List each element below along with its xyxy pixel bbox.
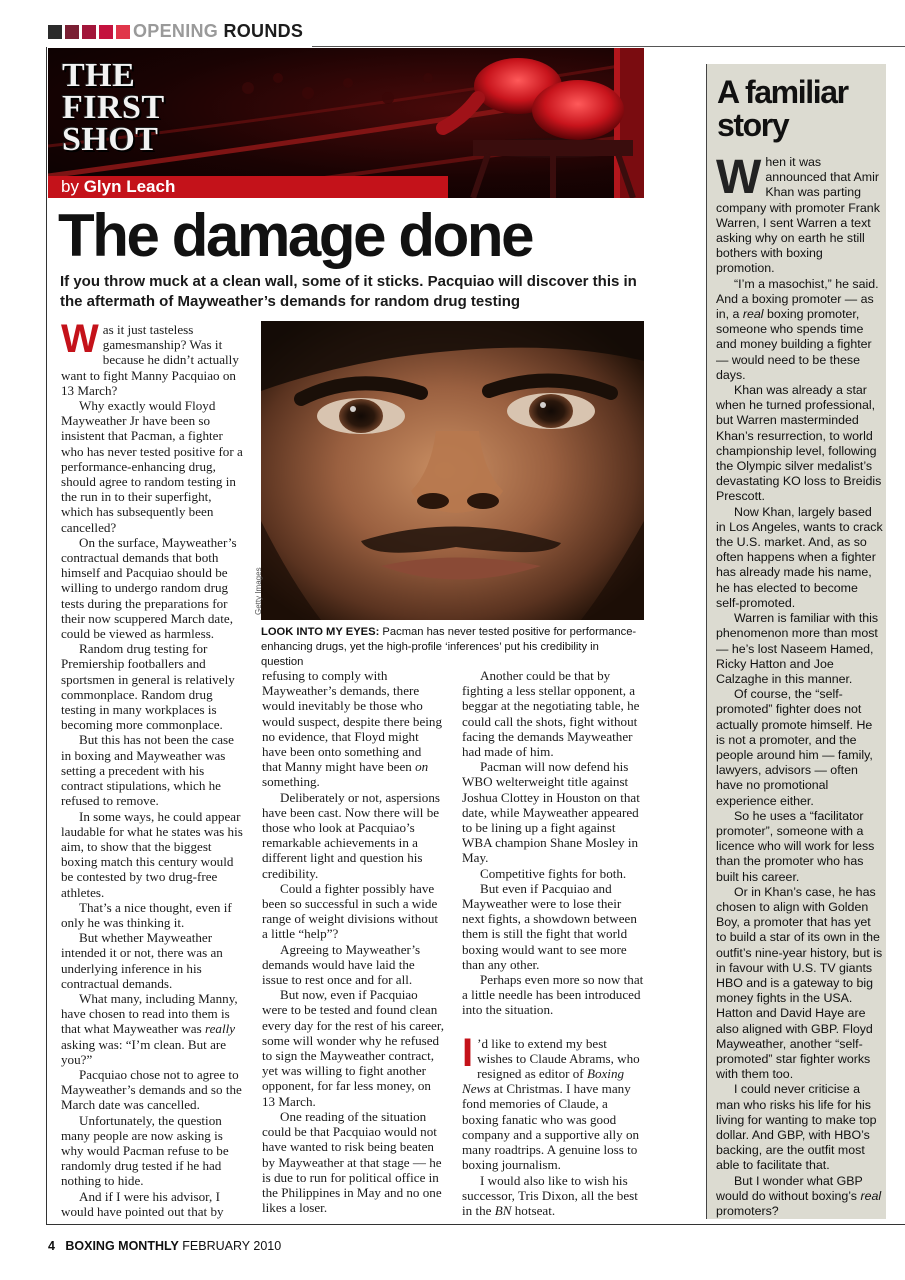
author-name: Glyn Leach bbox=[83, 177, 176, 196]
article-paragraph: In some ways, he could appear laudable for what he states was his aim, to show that the biggest boxing match this century would be contested by two drug-free athletes. bbox=[61, 808, 243, 900]
article-paragraph: Unfortunately, the question many people are now asking is why would Pacman refuse to be randomly drug tested if he had nothing to hide. bbox=[61, 1112, 229, 1189]
standfirst: If you throw muck at a clean wall, some of it sticks. Pacquiao will discover this in the aftermath of Mayweather’s demands for random drug testing bbox=[60, 273, 637, 310]
article-paragraph: Perhaps even more so now that a little needle has been introduced into the situation. bbox=[462, 972, 644, 1018]
frame-left-rule bbox=[46, 47, 47, 1224]
sidebar-paragraph: Or in Khan’s case, he has chosen to align with Golden Boy, a promoter that has yet to build a star of its own in the outfit’s nine-year history, but is in favour with U.S. TV giants HBO and is a gateway to big money fights in the USA. Hatton and David Haye are also aligned with GBP. Floyd Mayweather, another “self-promoted” star fighter works with them too. bbox=[716, 884, 883, 1082]
color-square bbox=[65, 25, 79, 39]
pacquiao-portrait-photo bbox=[261, 321, 644, 620]
article-paragraph: One reading of the situation could be that Pacquiao would not have wanted to risk being beaten by Mayweather at that stage — he is due to run for political office in the Philippines in May and no one likes a loser. bbox=[262, 1108, 442, 1216]
sidebar-rule bbox=[706, 64, 707, 1219]
face-closeup-image bbox=[261, 321, 644, 620]
magazine-name: BOXING MONTHLY bbox=[65, 1239, 179, 1253]
issue-date: FEBRUARY 2010 bbox=[182, 1239, 282, 1253]
sidebar-paragraph: I could never criticise a man who risks his life for his living for wanting to make top dollar. And GBP, with HBO’s backing, are the outfit most able to facilitate that. bbox=[716, 1082, 877, 1173]
caption-lead: LOOK INTO MY EYES: bbox=[261, 626, 380, 638]
article-column-3 bbox=[462, 668, 644, 1218]
sidebar-title: A familiar story bbox=[717, 74, 848, 143]
caption-body: Pacman has never tested positive for performance-enhancing drugs, yet the high-profile ‘inferences’ put his credibility in question bbox=[261, 626, 637, 669]
page-footer bbox=[48, 1239, 281, 1253]
sidebar-paragraph: “I’m a masochist,” he said. And a boxing promoter — as in, a real boxing promoter, someone who spends time and money building a fighter — would need to be these days. bbox=[716, 276, 879, 382]
article-paragraph: Another could be that by fighting a less stellar opponent, a beggar at the negotiating table, he could call the shots, fight without facing the demands Mayweather had made of him. bbox=[462, 668, 640, 760]
article-paragraph: Agreeing to Mayweather’s demands would have laid the issue to rest once and for all. bbox=[262, 941, 421, 988]
color-square bbox=[82, 25, 96, 39]
sidebar-paragraph: So he uses a “facilitator promoter”, someone with a licence who will work for less than the promoter who has built his career. bbox=[716, 808, 875, 884]
article-paragraph: What many, including Manny, have chosen to read into them is that what Mayweather was really asking was: “I’m clean. But are you?” bbox=[61, 990, 238, 1067]
article-paragraph: That’s a nice thought, even if only he was thinking it. bbox=[61, 899, 232, 930]
article-paragraph: Pacman will now defend his WBO welterweight title against Joshua Clottey in Houston on that date, while Mayweather appeared to be lining up a fight against WBA champion Shane Mosley in May. bbox=[462, 759, 640, 866]
article-paragraph: Why exactly would Floyd Mayweather Jr have been so insistent that Pacman, a fighter who has never tested positive for a performance-enhancing drug, should agree to random testing in the run in to their superfight, which has subsequently been cancelled? bbox=[61, 398, 243, 535]
section-color-squares bbox=[48, 25, 130, 39]
dropcap: W bbox=[61, 317, 99, 361]
article-paragraph: Was it just tasteless gamesmanship? Was it because he didn’t actually want to fight Manny Pacquiao on 13 March? bbox=[61, 317, 239, 398]
note-dropcap: I bbox=[462, 1030, 474, 1075]
headline: The damage done bbox=[58, 202, 533, 269]
article-paragraph: But now, even if Pacquiao were to be tested and found clean every day for the rest of his career, some will wonder why he refused to sign the Mayweather contract, yet was willing to fight another opponent, for far less money, on 13 March. bbox=[262, 987, 444, 1109]
article-paragraph: But whether Mayweather intended it or not, there was an underlying inference in his contractual demands. bbox=[61, 930, 223, 991]
section-label-dark: ROUNDS bbox=[223, 21, 304, 41]
byline bbox=[61, 176, 175, 198]
sidebar-dropcap: W bbox=[716, 151, 762, 204]
section-rule bbox=[312, 46, 905, 47]
article-paragraph: Competitive fights for both. bbox=[480, 865, 627, 881]
article-paragraph: But even if Pacquiao and Mayweather were to lose their next fights, a showdown between them is still the fight that world boxing would want to see more than any other. bbox=[462, 880, 637, 972]
section-label bbox=[133, 21, 303, 42]
sidebar-paragraph: Now Khan, largely based in Los Angeles, wants to crack the U.S. market. And, as so often happens when a fighter has already made his name, he has elected to become self-promoted. bbox=[716, 504, 883, 610]
color-square bbox=[48, 25, 62, 39]
article-paragraph: Random drug testing for Premiership footballers and sportsmen in general is relatively commonplace. Random drug testing in many workplaces is becoming more commonplace. bbox=[61, 641, 235, 733]
color-square bbox=[116, 25, 130, 39]
article-paragraph: Pacquiao chose not to agree to Mayweather’s demands and so the March date was cancelled. bbox=[61, 1066, 242, 1113]
sidebar-paragraph: Khan was already a star when he turned professional, but Warren masterminded Khan’s resurrection, to world championship level, following the Olympic silver medalist’s devastating KO loss to Breidis Prescott. bbox=[716, 383, 882, 504]
byline-prefix: by bbox=[61, 177, 79, 196]
article-paragraph: refusing to comply with Mayweather’s demands, there would inevitably be those who would suspect, despite there being no evidence, that Floyd might have been onto something and that Manny might have been on something. bbox=[262, 668, 442, 790]
editor-note-paragraph: I would also like to wish his successor, Tris Dixon, all the best in the BN hotseat. bbox=[462, 1172, 638, 1218]
sidebar-paragraph: Warren is familiar with this phenomenon more than most — he’s lost Naseem Hamed, Ricky Hatton and Joe Calzaghe in this manner. bbox=[716, 611, 879, 686]
column-title: THE FIRST SHOT bbox=[62, 57, 165, 158]
sidebar-paragraph: But I wonder what GBP would do without boxing’s real promoters? bbox=[716, 1173, 882, 1219]
frame-bottom-rule bbox=[46, 1224, 905, 1225]
article-paragraph: On the surface, Mayweather’s contractual demands that both himself and Pacquiao should be willing to undergo random drug tests during the preparations for their now scuppered March date, could be viewed as harmless. bbox=[61, 534, 237, 642]
article-column-1 bbox=[61, 317, 243, 1219]
photo-credit: Getty Images bbox=[254, 567, 263, 615]
sidebar-paragraph: Of course, the “self-promoted” fighter does not actually promote himself. He is not a promoter, and the people around him — family, lawyers, advisors — often have no promotional experience either. bbox=[716, 687, 873, 808]
article-paragraph: And if I were his advisor, I would have pointed out that by bbox=[61, 1188, 224, 1219]
article-column-2 bbox=[262, 668, 444, 1215]
color-square bbox=[99, 25, 113, 39]
page-number: 4 bbox=[48, 1239, 55, 1253]
sidebar-body bbox=[716, 151, 883, 1219]
article-paragraph: Deliberately or not, aspersions have been cast. Now there will be those who look at Pacquiao’s remarkable achievements in a different light and question his credibility. bbox=[262, 789, 440, 881]
section-label-grey: OPENING bbox=[133, 21, 219, 41]
article-paragraph: Could a fighter possibly have been so successful in such a wide range of weight divisions without a little “help”? bbox=[262, 880, 439, 942]
sidebar-paragraph: When it was announced that Amir Khan was parting company with promoter Frank Warren, I sent Warren a text asking why on earth he still bothers with boxing promotion. bbox=[716, 151, 880, 276]
article-paragraph: But this has not been the case in boxing and Mayweather was setting a precedent with his contract stipulations, which he refused to remove. bbox=[61, 732, 234, 809]
photo-caption bbox=[261, 625, 644, 671]
editor-note-paragraph: I ’d like to extend my best wishes to Claude Abrams, who resigned as editor of Boxing News at Christmas. I have many fond memories of Claude, a boxing fanatic who was good company and a supportive ally on many roadtrips. A genuine loss to boxing journalism. bbox=[462, 1030, 640, 1173]
